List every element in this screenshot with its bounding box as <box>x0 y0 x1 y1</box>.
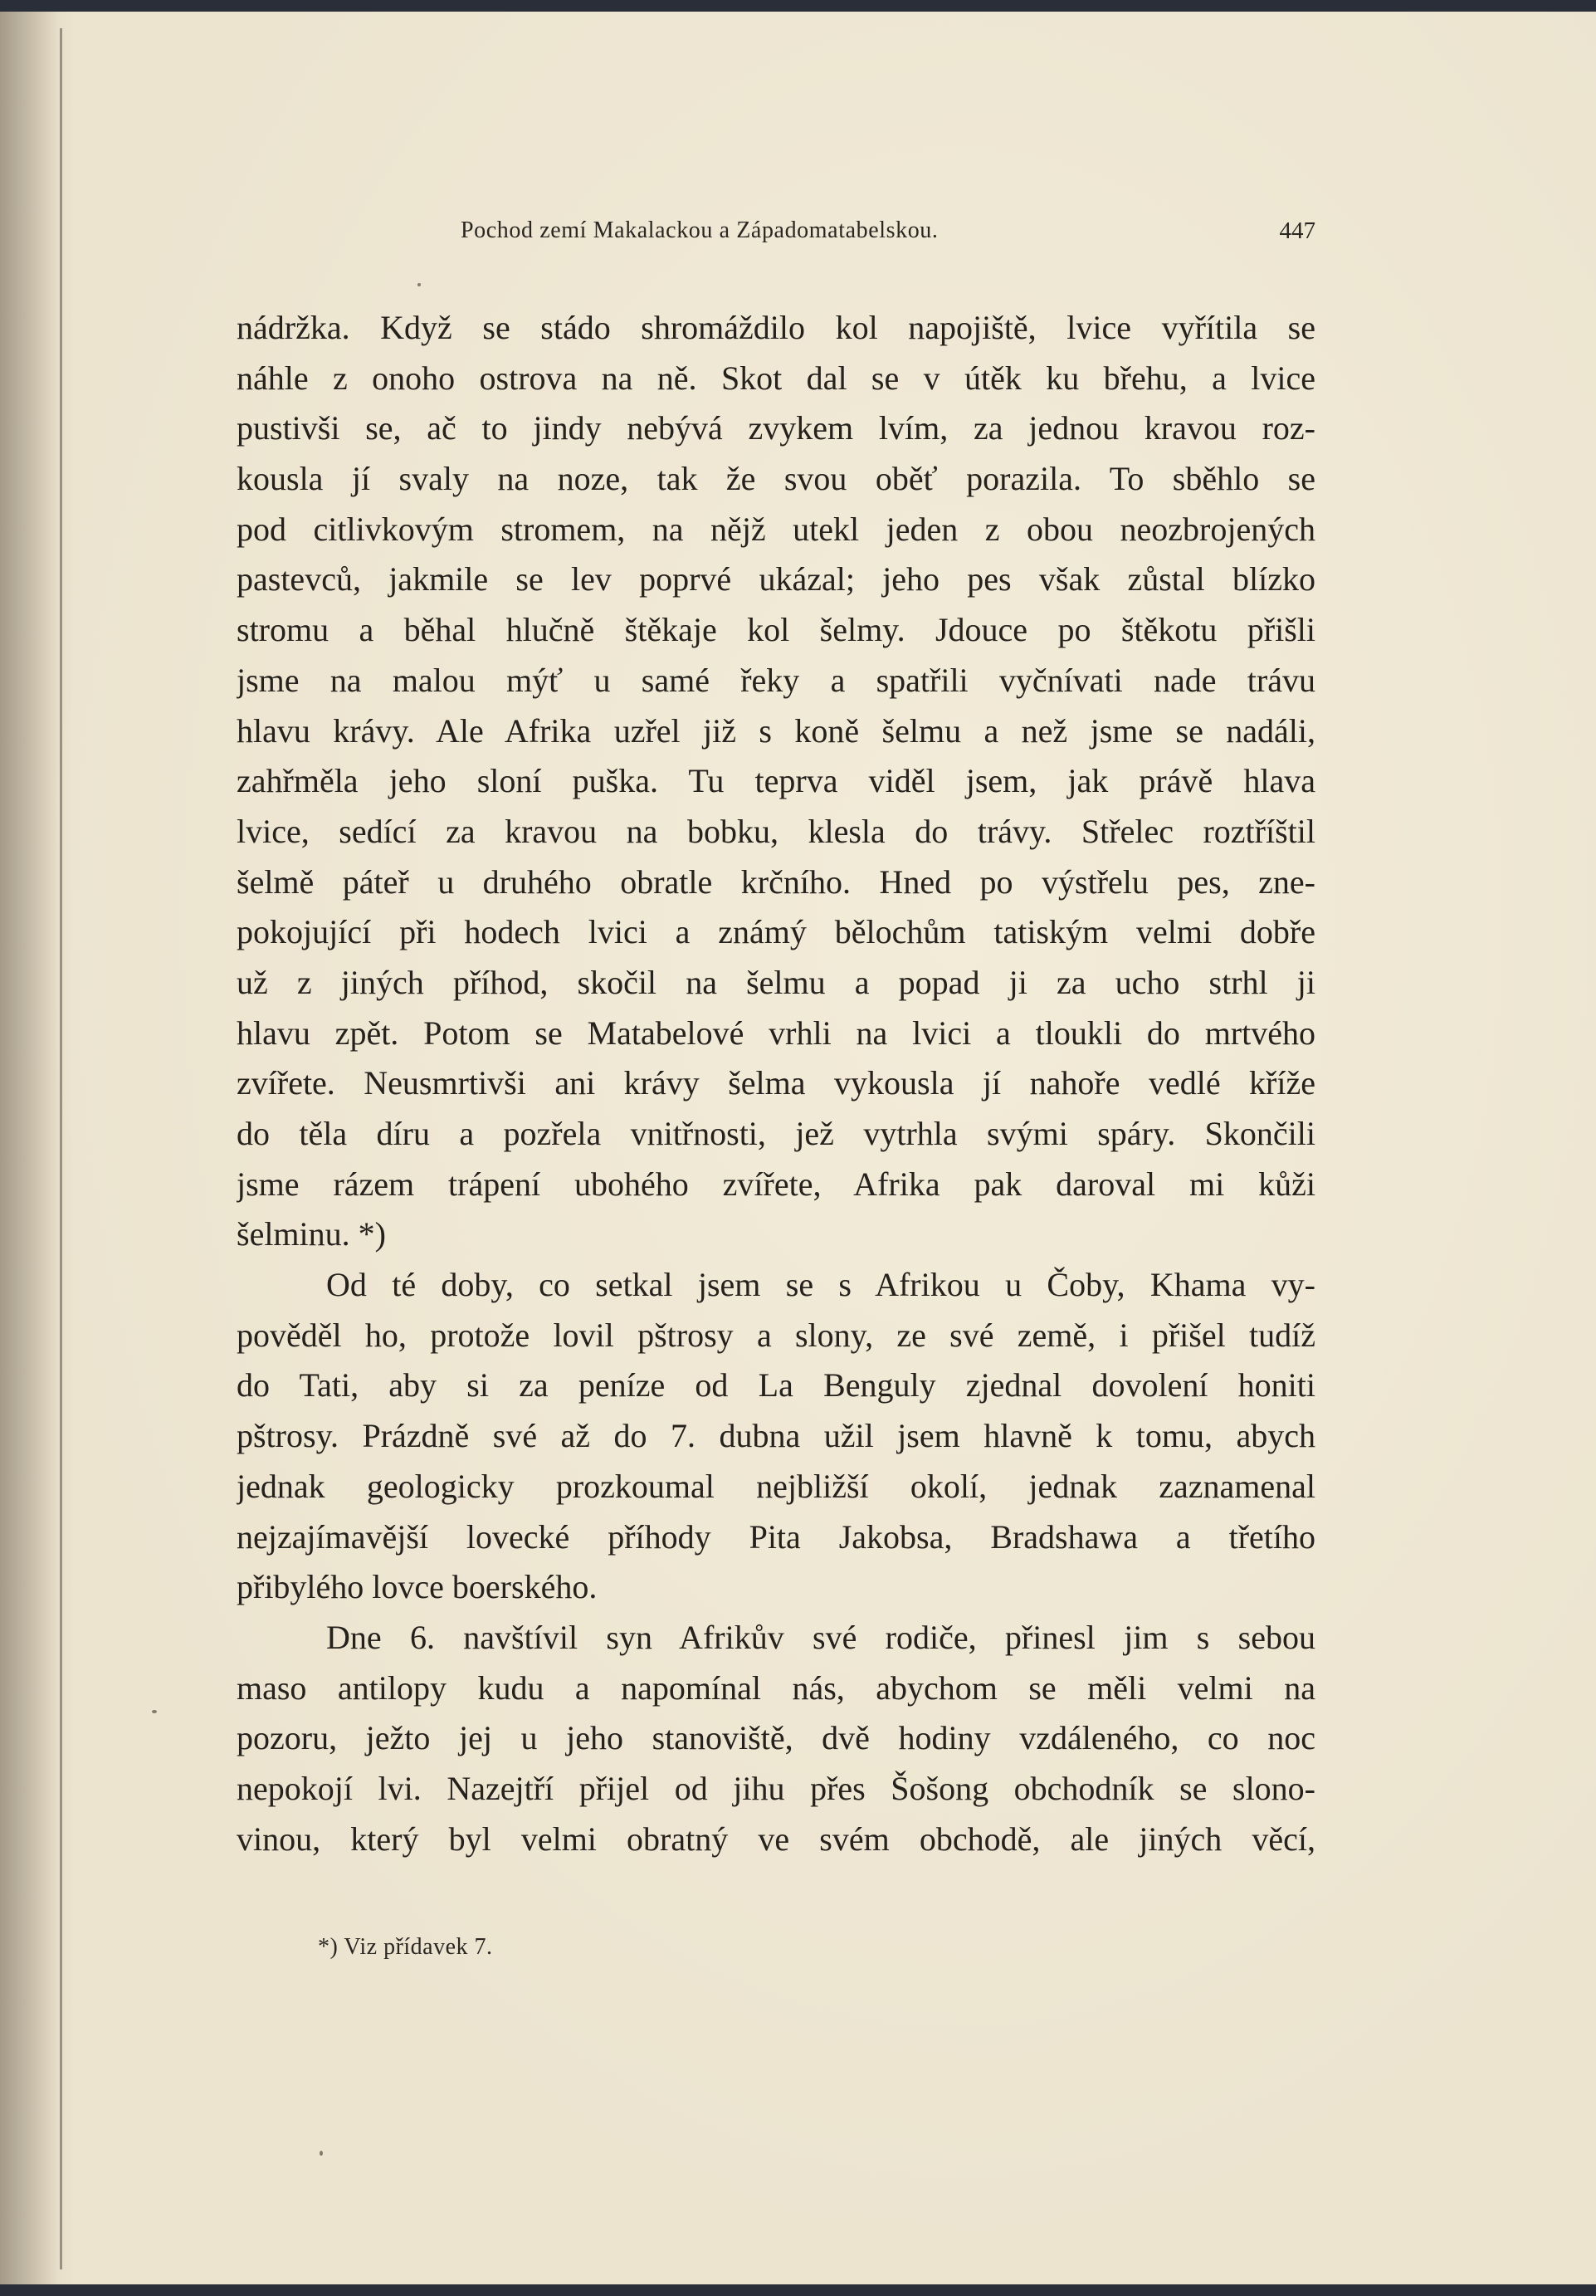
text-line: šelminu. *) <box>237 1215 386 1253</box>
text-line: hlavu krávy. Ale Afrika uzřel již s koně šelmu a než jsme se nadáli, <box>237 711 1315 750</box>
text-line: pověděl ho, protože lovil pštrosy a slony, ze své země, i přišel tudíž <box>237 1316 1315 1354</box>
paragraph-1 <box>237 303 1315 1260</box>
text-line: nádržka. Když se stádo shromáždilo kol napojiště, lvice vyřítila se <box>237 309 1315 346</box>
text-line: pustivši se, ač to jindy nebývá zvykem lvím, za jednou kravou roz- <box>237 409 1315 447</box>
text-line: jednak geologicky prozkoumal nejbližší okolí, jednak zaznamenal <box>237 1467 1315 1505</box>
text-line: Od té doby, co setkal jsem se s Afrikou u Čoby, Khama vy- <box>326 1266 1315 1304</box>
text-line: náhle z onoho ostrova na ně. Skot dal se v útěk ku břehu, a lvice <box>237 359 1315 397</box>
text-line: pokojující při hodech lvici a známý bělochům tatiským velmi dobře <box>237 913 1315 951</box>
text-line: pastevců, jakmile se lev poprvé ukázal; jeho pes však zůstal blízko <box>237 560 1315 598</box>
text-line: do Tati, aby si za peníze od La Benguly zjednal dovolení honiti <box>237 1366 1315 1404</box>
text-line: nejzajímavější lovecké příhody Pita Jakobsa, Bradshawa a třetího <box>237 1517 1315 1556</box>
text-line: lvice, sedící za kravou na bobku, klesla do trávy. Střelec roztříštil <box>237 812 1315 850</box>
text-line: zahřměla jeho sloní puška. Tu teprva viděl jsem, jak právě hlava <box>237 762 1315 800</box>
paper-speck <box>320 2151 323 2156</box>
paper-speck <box>417 283 421 286</box>
text-line: šelmě páteř u druhého obratle krčního. Hned po výstřelu pes, zne- <box>237 862 1315 901</box>
running-title: Pochod zemí Makalackou a Západomatabelskou. <box>461 217 939 243</box>
text-line: pod citlivkovým stromem, na nějž utekl jeden z obou neozbrojených <box>237 510 1315 548</box>
text-line: přibylého lovce boerského. <box>237 1568 598 1606</box>
text-line: do těla díru a pozřela vnitřnosti, jež vytrhla svými spáry. Skončili <box>237 1115 1315 1152</box>
text-line: hlavu zpět. Potom se Matabelové vrhli na lvici a tloukli do mrtvého <box>237 1014 1315 1052</box>
scan-top-edge <box>0 0 1596 12</box>
body-text <box>237 303 1315 1963</box>
gutter-line <box>60 28 62 2269</box>
footnote: *) Viz přídavek 7. <box>318 1934 493 1960</box>
text-line: Dne 6. navštívil syn Afrikův své rodiče, přinesl jim s sebou <box>326 1618 1315 1656</box>
text-line: maso antilopy kudu a napomínal nás, abychom se měli velmi na <box>237 1668 1315 1707</box>
text-line: kousla jí svaly na noze, tak že svou oběť porazila. To sběhlo se <box>237 460 1315 498</box>
paragraph-2 <box>237 1260 1315 1613</box>
text-line: jsme rázem trápení ubohého zvířete, Afrika pak daroval mi kůži <box>237 1165 1315 1203</box>
text-line: zvířete. Neusmrtivši ani krávy šelma vykousla jí nahoře vedlé kříže <box>237 1064 1315 1102</box>
text-line: nepokojí lvi. Nazejtří přijel od jihu přes Šošong obchodník se slono- <box>237 1769 1315 1807</box>
page-number: 447 <box>1279 217 1315 244</box>
text-line: pštrosy. Prázdně své až do 7. dubna užil jsem hlavně k tomu, abych <box>237 1417 1315 1455</box>
paragraph-3 <box>237 1613 1315 1864</box>
text-line: jsme na malou mýť u samé řeky a spatřili vyčnívati nade trávu <box>237 661 1315 699</box>
paper-speck <box>152 1710 157 1713</box>
text-line: už z jiných příhod, skočil na šelmu a popad ji za ucho strhl ji <box>237 963 1315 1001</box>
text-line: pozoru, ježto jej u jeho stanoviště, dvě hodiny vzdáleného, co noc <box>237 1719 1315 1757</box>
text-line: stromu a běhal hlučně štěkaje kol šelmy. Jdouce po štěkotu přišli <box>237 611 1315 649</box>
binding-shadow <box>0 12 58 2284</box>
page-header <box>237 217 1315 267</box>
text-line: vinou, který byl velmi obratný ve svém obchodě, ale jiných věcí, <box>237 1820 1315 1858</box>
